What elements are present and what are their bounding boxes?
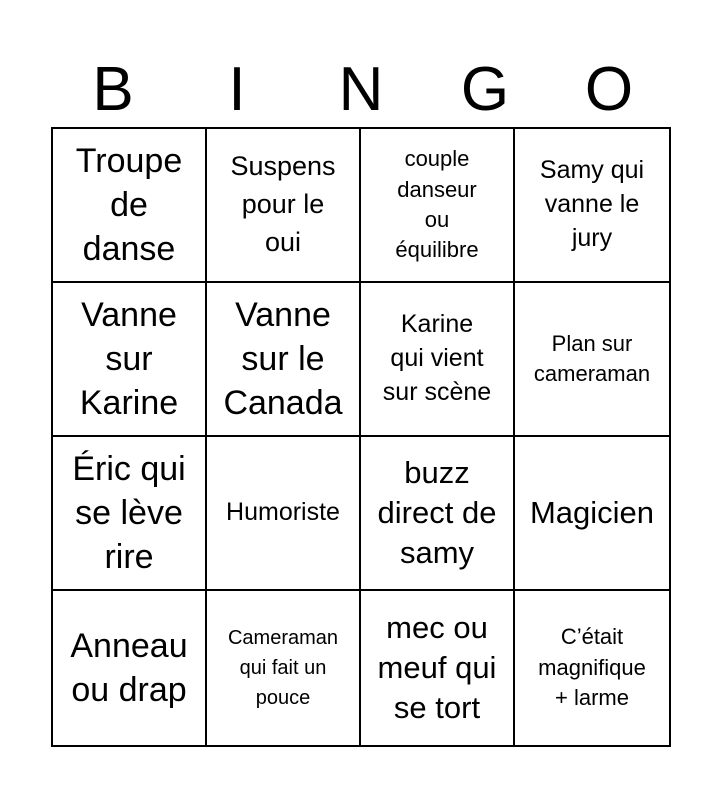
bingo-cell[interactable]: Vanne sur le Canada (207, 283, 361, 437)
header-letter-b: B (92, 55, 134, 124)
header-letter-i: I (228, 55, 246, 124)
header-letter-g: G (460, 55, 510, 124)
bingo-cell[interactable]: Humoriste (207, 437, 361, 591)
bingo-cell[interactable]: couple danseur ou équilibre (361, 129, 515, 283)
bingo-cell[interactable]: mec ou meuf qui se tort (361, 591, 515, 745)
bingo-cell[interactable]: Éric qui se lève rire (53, 437, 207, 591)
bingo-cell[interactable]: Suspens pour le oui (207, 129, 361, 283)
bingo-grid (51, 127, 671, 747)
bingo-cell[interactable]: Magicien (515, 437, 669, 591)
bingo-cell[interactable]: C’était magnifique + larme (538, 624, 646, 711)
bingo-cell[interactable]: Vanne sur Karine (53, 283, 207, 437)
bingo-cell[interactable]: Cameraman qui fait un pouce (207, 591, 361, 745)
header-letter-n: N (338, 55, 384, 124)
bingo-cell[interactable]: Troupe de danse (53, 129, 207, 283)
bingo-cell[interactable]: Karine qui vient sur scène (361, 283, 515, 437)
header-letter-o: O (584, 55, 634, 124)
bingo-cell[interactable]: Samy qui vanne le jury (515, 129, 669, 283)
bingo-cell[interactable]: Plan sur cameraman (515, 283, 669, 437)
bingo-header (51, 52, 671, 128)
bingo-cell[interactable]: Anneau ou drap (53, 591, 207, 745)
bingo-cell[interactable]: buzz direct de samy (361, 437, 515, 591)
